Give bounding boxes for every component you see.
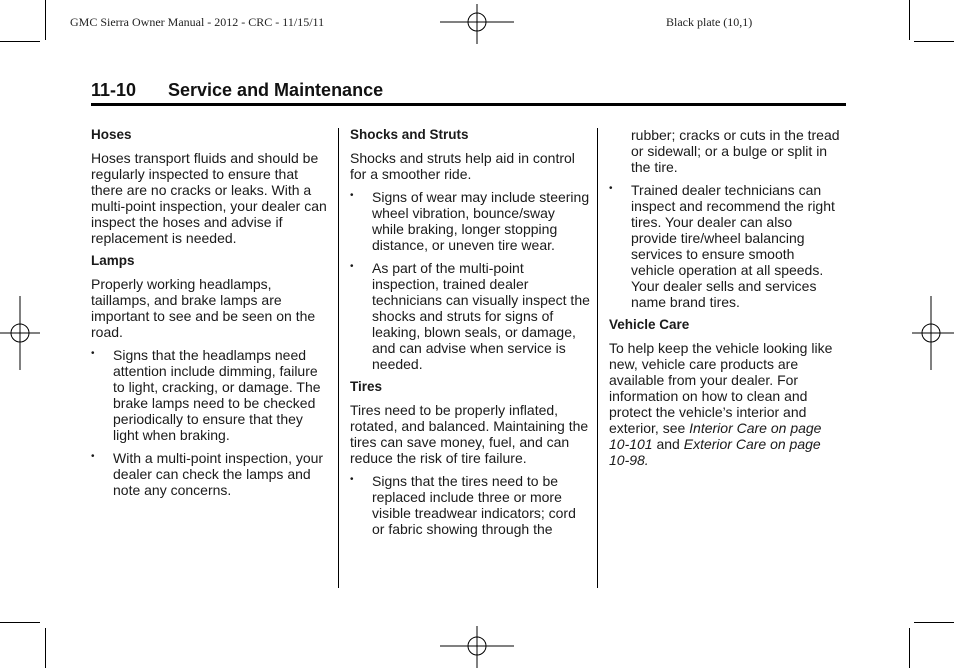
list-item: • Signs that the tires need to be replaced include three or more visible treadwear indicators; cord or fabric showing through the (350, 473, 576, 537)
chapter-title: Service and Maintenance (168, 80, 384, 100)
vehicle-care-paragraph: To help keep the vehicle looking like new, vehicle care products are available from your dealer. For information on how to clean and protect the vehicle’s interior and exterior, see Interior Care on page 10-101 and Exterior Care on page 10-98. (609, 340, 833, 468)
column-3 (609, 127, 841, 475)
list-item: • Signs that the headlamps need attention include dimming, failure to light, cracking, or damage. The brake lamps need to be checked periodically to ensure that they light when braking. (91, 347, 321, 443)
bullet-icon: • (350, 261, 354, 272)
bullet-icon: • (609, 183, 613, 194)
shocks-paragraph: Shocks and struts help aid in control for a smoother ride. (350, 150, 575, 182)
running-header-right: Black plate (10,1) (666, 15, 753, 29)
lamps-paragraph: Properly working headlamps, taillamps, and brake lamps are important to see and be seen on the road. (91, 276, 316, 340)
xref-exterior-care[interactable]: Exterior Care on page 10-98. (609, 436, 821, 468)
running-header-left: GMC Sierra Owner Manual - 2012 - CRC - 11/15/11 (70, 15, 325, 29)
xref-interior-care[interactable]: Interior Care on page 10-101 (609, 420, 822, 452)
column-1 (91, 127, 329, 505)
list-item: • Signs of wear may include steering wheel vibration, bounce/sway while braking, longer stopping distance, or uneven tire wear. (350, 189, 590, 253)
column-2 (350, 127, 590, 544)
page-number: 11-10 (91, 80, 137, 100)
lamps-bullet-list (91, 347, 329, 498)
section-heading-lamps: Lamps (91, 253, 135, 268)
continued-bullet-text: rubber; cracks or cuts in the tread or sidewall; or a bulge or split in the tire. (631, 127, 840, 175)
bullet-icon: • (350, 474, 354, 485)
list-item: • Trained dealer technicians can inspect and recommend the right tires. Your dealer can also provide tire/wheel balancing services to ensure smooth vehicle operation at all speeds. Your dealer sells and services name brand tires. (609, 182, 835, 310)
list-item: • As part of the multi-point inspection, trained dealer technicians can visually inspect the shocks and struts for signs of leaking, blown seals, or damage, and can advise when service is needed. (350, 260, 590, 372)
tires-bullet-list-continued (609, 182, 841, 310)
registration-mark-top (440, 4, 514, 44)
bullet-icon: • (91, 348, 95, 359)
section-heading-tires: Tires (350, 379, 383, 394)
bullet-icon: • (350, 190, 354, 201)
section-heading-vehicle-care: Vehicle Care (609, 317, 690, 332)
section-heading-hoses: Hoses (91, 127, 132, 142)
tires-bullet-list (350, 473, 590, 537)
shocks-bullet-list (350, 189, 590, 372)
registration-mark-right (912, 296, 954, 370)
section-heading-shocks: Shocks and Struts (350, 127, 469, 142)
hoses-paragraph: Hoses transport fluids and should be regularly inspected to ensure that there are no cracks or leaks. With a multi-point inspection, your dealer can inspect the hoses and advise if replacement is needed. (91, 150, 327, 246)
column-divider (597, 128, 598, 588)
registration-mark-left (0, 296, 40, 370)
bullet-icon: • (91, 451, 95, 462)
list-item: • With a multi-point inspection, your dealer can check the lamps and note any concerns. (91, 450, 324, 498)
column-divider (338, 128, 339, 588)
chapter-heading (91, 80, 846, 106)
tires-paragraph: Tires need to be properly inflated, rotated, and balanced. Maintaining the tires can save money, fuel, and can reduce the risk of tire failure. (350, 402, 589, 466)
registration-mark-bottom (440, 626, 514, 668)
